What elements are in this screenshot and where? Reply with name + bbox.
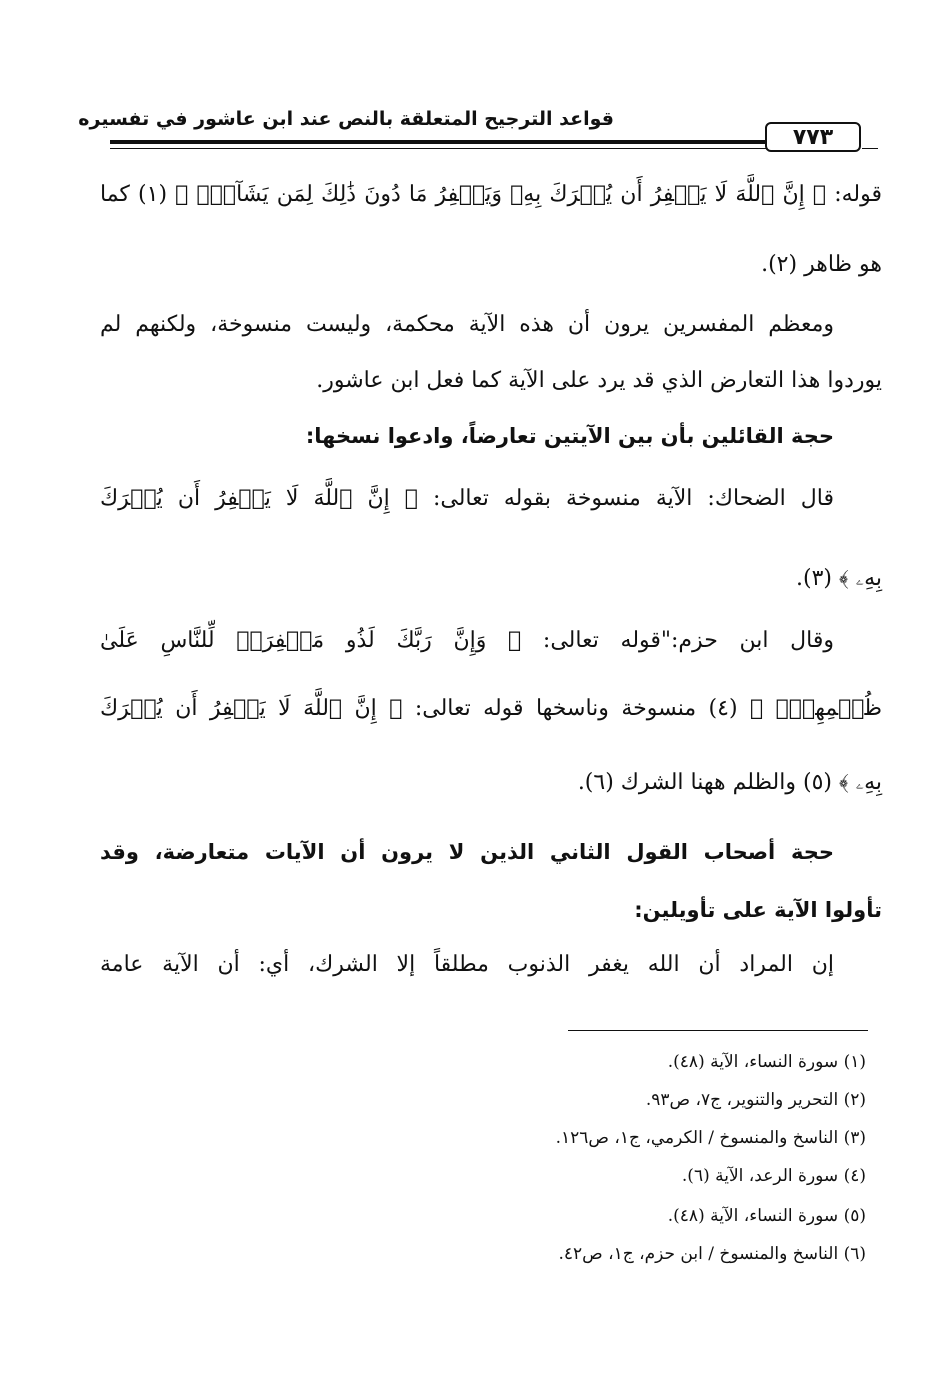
footnote-5: (٥) سورة النساء، الآية (٤٨). — [667, 1206, 866, 1226]
page-number: ٧٧٣ — [765, 122, 861, 152]
running-header-title: قواعد الترجيح المتعلقة بالنص عند ابن عاشور في تفسيره — [78, 108, 614, 130]
header-rule-thick — [110, 140, 770, 144]
body-line-1: قوله: ﴿ إِنَّ ٱللَّهَ لَا يَغۡفِرُ أَن يُشۡرَكَ بِهِۦ وَيَغۡفِرُ مَا دُونَ ذَٰلِكَ لِمَن يَشَآءُۚ ﴾ (١) كما — [100, 182, 882, 207]
footnote-2: (٢) التحرير والتنوير، ج٧، ص٩٣. — [645, 1090, 866, 1110]
body-line-9: ظُلۡمِهِمۡۖ ﴾ (٤) منسوخة وناسخها قوله تعالى: ﴿ إِنَّ ٱللَّهَ لَا يَغۡفِرُ أَن يُشۡرَكَ — [100, 696, 882, 721]
section-heading-2: حجة أصحاب القول الثاني الذين لا يرون أن الآيات متعارضة، وقد — [100, 840, 834, 864]
header-rule-tail — [862, 148, 878, 149]
body-line-13: إن المراد أن الله يغفر الذنوب مطلقاً إلا الشرك، أي: أن الآية عامة — [100, 952, 834, 977]
footnote-4: (٤) سورة الرعد، الآية (٦). — [681, 1166, 866, 1186]
footnote-3: (٣) الناسخ والمنسوخ / الكرمي، ج١، ص١٢٦. — [555, 1128, 866, 1148]
section-heading-2-cont: تأولوا الآية على تأويلين: — [634, 898, 882, 922]
body-line-7: بِهِۦ ﴾ (٣). — [796, 566, 882, 591]
header-rule-thin — [110, 148, 770, 149]
body-line-2: هو ظاهر (٢). — [761, 252, 882, 277]
footnote-separator — [568, 1030, 868, 1031]
body-line-4: يوردوا هذا التعارض الذي قد يرد على الآية كما فعل ابن عاشور. — [316, 368, 882, 393]
section-heading-1: حجة القائلين بأن بين الآيتين تعارضاً، وادعوا نسخها: — [305, 424, 834, 448]
footnote-1: (١) سورة النساء، الآية (٤٨). — [667, 1052, 866, 1072]
body-line-3: ومعظم المفسرين يرون أن هذه الآية محكمة، وليست منسوخة، ولكنهم لم — [100, 312, 834, 337]
body-line-6: قال الضحاك: الآية منسوخة بقوله تعالى: ﴿ إِنَّ ٱللَّهَ لَا يَغۡفِرُ أَن يُشۡرَكَ — [100, 486, 834, 511]
body-line-10: بِهِۦ ﴾ (٥) والظلم ههنا الشرك (٦). — [577, 770, 882, 795]
body-line-8: وقال ابن حزم:"قوله تعالى: ﴿ وَإِنَّ رَبَّكَ لَذُو مَغۡفِرَةٖ لِّلنَّاسِ عَلَىٰ — [100, 628, 834, 653]
footnote-6: (٦) الناسخ والمنسوخ / ابن حزم، ج١، ص٤٢. — [558, 1244, 866, 1264]
